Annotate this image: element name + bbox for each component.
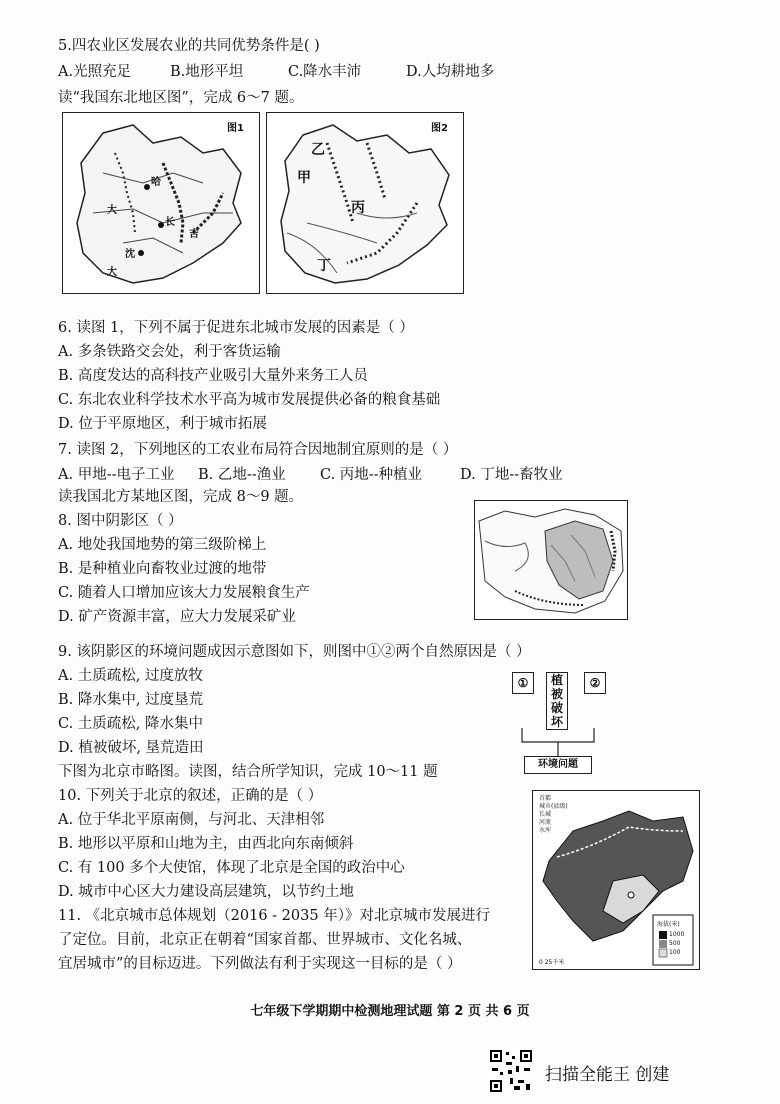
beijing-map: [532, 790, 700, 970]
map2-label: 图2: [431, 123, 448, 134]
elevation-tick-1: 500: [669, 940, 681, 947]
map1-label: 图1: [227, 123, 244, 134]
qr-code-icon: [488, 1048, 534, 1094]
q10-option-b: B. 地形以平原和山地为主，由西北向东南倾斜: [58, 836, 354, 852]
q11-line-1: 11. 《北京城市总体规划（2016 - 2035 年）》对北京城市发展进行: [58, 908, 490, 924]
q5-option-d: D.人均耕地多: [406, 64, 495, 80]
page-footer: 七年级下学期期中检测地理试题 第 2 页 共 6 页: [250, 1004, 530, 1019]
elevation-title: 海拔(米): [657, 921, 680, 928]
map2-region-yi: 乙: [311, 142, 325, 158]
map1-city-2: 长: [165, 217, 175, 228]
cause-box-2: 植被破坏: [546, 672, 568, 730]
map1-city-5: 大: [107, 267, 117, 278]
map-scale: 0 25千米: [539, 959, 565, 966]
q6-option-d: D. 位于平原地区，利于城市拓展: [58, 416, 267, 432]
q8-option-c: C. 随着人口增加应该大力发展粮食生产: [58, 585, 310, 601]
legend-item-4: 水库: [539, 827, 552, 834]
legend-item-2: 长城: [539, 811, 552, 818]
map1-city-4: 吉: [189, 229, 199, 240]
q9-option-b: B. 降水集中, 过度垦荒: [58, 692, 204, 708]
northeast-map-figure-1: [63, 113, 259, 293]
q10-option-c: C. 有 100 多个大使馆，体现了北京是全国的政治中心: [58, 860, 405, 876]
q9-option-d: D. 植被破坏, 垦荒造田: [58, 740, 204, 756]
q11-line-3: 宜居城市”的目标迈进。下列做法有利于实现这一目标的是（ ）: [58, 956, 462, 972]
map1-city-1: 大: [107, 205, 117, 216]
q9-stem: 9. 该阴影区的环境问题成因示意图如下，则图中①②两个自然原因是（ ）: [58, 644, 531, 660]
beijing-legend: [539, 795, 568, 835]
q6-stem: 6. 读图 1，下列不属于促进东北城市发展的因素是（ ）: [58, 320, 414, 336]
q10-stem: 10. 下列关于北京的叙述，正确的是（ ）: [58, 788, 323, 804]
scanner-brand-label: 扫描全能王 创建: [545, 1065, 670, 1085]
map2-region-bing: 丙: [351, 200, 365, 216]
q10-option-a: A. 位于华北平原南侧，与河北、天津相邻: [58, 812, 325, 828]
q5-options: [58, 62, 494, 82]
intro-6-7: 读“我国东北地区图”，完成 6～7 题。: [58, 90, 304, 106]
elevation-tick-2: 100: [669, 949, 681, 956]
legend-item-1: 城市(县级): [539, 803, 568, 810]
north-china-map: [474, 500, 628, 620]
north-china-map-figure: [475, 501, 627, 619]
q8-option-d: D. 矿产资源丰富，应大力发展采矿业: [58, 609, 296, 625]
map1-city-3: 沈: [125, 249, 135, 260]
q6-option-b: B. 高度发达的高科技产业吸引大量外来务工人员: [58, 368, 368, 384]
q6-option-a: A. 多条铁路交会处，利于客货运输: [58, 344, 281, 360]
q6-option-c: C. 东北农业科学技术水平高为城市发展提供必备的粮食基础: [58, 392, 441, 408]
northeast-city-map: [62, 112, 260, 294]
q8-option-b: B. 是种植业向畜牧业过渡的地带: [58, 561, 267, 577]
map2-region-ding: 丁: [317, 258, 331, 274]
cause-box-3: ②: [584, 672, 606, 694]
q5-stem: 5.四农业区发展农业的共同优势条件是( ): [58, 38, 320, 54]
q7-option-c: C. 丙地--种植业: [320, 467, 423, 483]
elevation-tick-0: 1000: [669, 931, 685, 938]
q9-option-c: C. 土质疏松, 降水集中: [58, 716, 204, 732]
environment-problem-box: 环境问题: [524, 756, 592, 774]
q7-options: [58, 465, 563, 485]
northeast-region-map: [266, 112, 464, 294]
q7-option-d: D. 丁地--畜牧业: [460, 467, 563, 483]
q5-option-a: A.光照充足: [58, 64, 132, 80]
q10-option-d: D. 城市中心区大力建设高层建筑，以节约土地: [58, 884, 354, 900]
q5-option-b: B.地形平坦: [170, 64, 244, 80]
legend-item-3: 河流: [539, 819, 552, 826]
intro-10-11: 下图为北京市略图。读图，结合所学知识，完成 10～11 题: [58, 764, 438, 780]
q7-option-b: B. 乙地--渔业: [198, 467, 286, 483]
q7-option-a: A. 甲地--电子工业: [58, 467, 175, 483]
intro-8-9: 读我国北方某地区图，完成 8～9 题。: [58, 489, 304, 505]
cause-diagram: [506, 670, 610, 774]
q8-stem: 8. 图中阴影区（ ）: [58, 513, 183, 529]
q8-option-a: A. 地处我国地势的第三级阶梯上: [58, 537, 267, 553]
map1-city-0: 哈: [151, 177, 161, 188]
q11-line-2: 了定位。目前，北京正在朝着“国家首都、世界城市、文化名城、: [58, 932, 472, 948]
map2-region-jia: 甲: [297, 170, 311, 186]
legend-item-0: 首都: [539, 795, 552, 802]
q5-option-c: C.降水丰沛: [288, 64, 362, 80]
q9-option-a: A. 土质疏松, 过度放牧: [58, 668, 203, 684]
cause-box-1: ①: [512, 672, 534, 694]
q7-stem: 7. 读图 2，下列地区的工农业布局符合因地制宜原则的是（ ）: [58, 442, 458, 458]
northeast-map-figure-2: [267, 113, 463, 293]
